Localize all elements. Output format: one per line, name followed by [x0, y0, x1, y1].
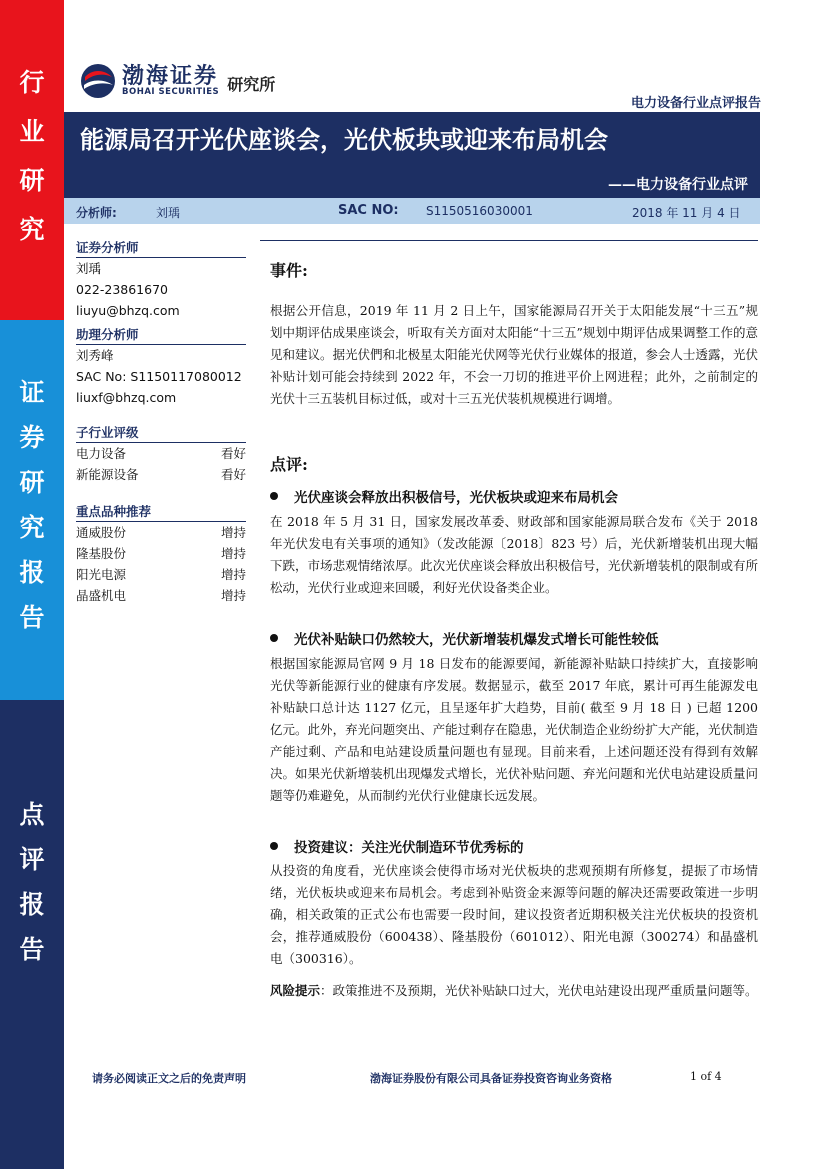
- comment-heading: 点评:: [270, 455, 308, 474]
- list-item: [76, 564, 246, 585]
- pick-rating: 增持: [220, 546, 246, 561]
- risk-warning: [270, 980, 758, 1002]
- logo-cn: 渤海证券: [122, 63, 219, 89]
- bullet-paragraph-2: 根据国家能源局官网 9 月 18 日发布的能源要闻，新能源补贴缺口持续扩大，直接影响光伏等新能源行业的健康有序发展。数据显示，截至 2017 年底，累计可再生能源发电补贴缺口总计达 1127 亿元，且呈逐年扩大趋势，目前( 截至 9 月 18 日 ) 已超 1200 亿元。此外，弃光问题突出、产能过剩存在隐患，光伏制造企业纷纷扩大产能，光伏制造产能过剩、产品和电站建设质量问题也有显现。目前来看，上述问题还没有得到有效解决。如果光伏新增装机出现爆发式增长，光伏补贴问题、弃光问题和光伏电站建设质量问题等仍难避免，从而制约光伏行业健康长远发展。: [270, 656, 758, 803]
- picks-heading: 重点品种推荐: [76, 502, 246, 522]
- analyst-phone: 022-23861670: [76, 282, 168, 297]
- sub-ratings-section: [76, 423, 246, 485]
- pick-name: 晶盛机电: [76, 588, 127, 603]
- bohai-logo-icon: [80, 63, 116, 99]
- rating-value: 看好: [220, 467, 246, 482]
- bullet-heading-3: [270, 836, 758, 856]
- bullet-icon: [270, 842, 278, 850]
- footer-qualification: 渤海证券股份有限公司具备证券投资咨询业务资格: [370, 1072, 612, 1085]
- pick-name: 阳光电源: [76, 567, 127, 582]
- picks-section: [76, 502, 246, 606]
- bullet-heading-1: [270, 486, 758, 506]
- bullet-heading-2: [270, 628, 758, 648]
- analyst-section: [76, 238, 246, 321]
- company-logo: [80, 60, 275, 102]
- risk-text: ：政策推进不及预期，光伏补贴缺口过大，光伏电站建设出现严重质量问题等。: [320, 983, 758, 998]
- sidebar-blue: [0, 320, 64, 700]
- list-item: [76, 464, 246, 485]
- analyst-name-line: 刘瑀: [76, 261, 102, 276]
- sidebar-char: 报: [19, 558, 45, 587]
- report-date: 2018 年 11 月 4 日: [632, 206, 741, 220]
- sidebar-char: 行: [19, 68, 45, 97]
- pick-rating: 增持: [220, 588, 246, 603]
- sub-ratings-heading: 子行业评级: [76, 423, 246, 443]
- bullet-icon: [270, 492, 278, 500]
- analyst-heading: 证券分析师: [76, 238, 246, 258]
- sidebar-char: 告: [19, 603, 45, 632]
- analyst-label: 分析师:: [76, 206, 117, 220]
- logo-en: BOHAI SECURITIES: [122, 87, 220, 97]
- bullet-paragraph-3: 从投资的角度看，光伏座谈会使得市场对光伏板块的悲观预期有所修复，提振了市场情绪，光伏板块或迎来布局机会。考虑到补贴资金来源等问题的解决还需要政策进一步明确，相关政策的正式公布也需要一段时间，建议投资者近期积极关注光伏板块的投资机会，推荐通威股份（600438）、隆基股份（601012）、阳光电源（300274）和晶盛机电（300316）。: [270, 863, 758, 966]
- sidebar-char: 业: [19, 117, 45, 146]
- list-item: [76, 585, 246, 606]
- assistant-sac: SAC No: S1150117080012: [76, 369, 242, 384]
- sidebar-char: 研: [19, 468, 45, 497]
- rating-value: 看好: [220, 446, 246, 461]
- page-number: 1 of 4: [690, 1070, 722, 1083]
- page-subtitle: ——电力设备行业点评: [608, 177, 748, 193]
- list-item: [76, 543, 246, 564]
- assistant-heading: 助理分析师: [76, 325, 246, 345]
- report-type: 电力设备行业点评报告: [630, 96, 761, 111]
- sidebar-char: 研: [19, 166, 45, 195]
- analyst-name: 刘瑀: [156, 206, 181, 220]
- info-bar: [64, 198, 760, 224]
- pick-rating: 增持: [220, 525, 246, 540]
- sidebar-char: 究: [19, 215, 45, 244]
- sidebar-red: [0, 0, 64, 320]
- assistant-email[interactable]: liuxf@bhzq.com: [76, 390, 177, 405]
- sidebar-navy: [0, 700, 64, 1169]
- analyst-email[interactable]: liuyu@bhzq.com: [76, 303, 180, 318]
- sidebar-char: 究: [19, 513, 45, 542]
- bullet-icon: [270, 634, 278, 642]
- rating-name: 电力设备: [76, 446, 127, 461]
- risk-label: 风险提示: [270, 983, 321, 998]
- list-item: [76, 522, 246, 543]
- title-bar: [64, 112, 760, 198]
- sidebar-char: 评: [19, 845, 45, 874]
- bullet-heading-text: 投资建议：关注光伏制造环节优秀标的: [294, 840, 524, 856]
- sac-number: S1150516030001: [426, 204, 533, 218]
- sidebar-char: 报: [19, 890, 45, 919]
- list-item: [76, 443, 246, 464]
- rating-name: 新能源设备: [76, 467, 139, 482]
- pick-name: 隆基股份: [76, 546, 127, 561]
- sidebar-char: 券: [19, 423, 45, 452]
- event-heading: 事件:: [270, 261, 308, 280]
- divider: [260, 240, 758, 241]
- assistant-section: [76, 325, 246, 408]
- bullet-heading-text: 光伏座谈会释放出积极信号，光伏板块或迎来布局机会: [294, 490, 618, 506]
- logo-institute: 研究所: [227, 74, 276, 94]
- bullet-heading-text: 光伏补贴缺口仍然较大，光伏新增装机爆发式增长可能性较低: [294, 632, 659, 648]
- sidebar-char: 点: [19, 800, 45, 829]
- assistant-name: 刘秀峰: [76, 348, 114, 363]
- sidebar-char: 告: [19, 935, 45, 964]
- sac-label: SAC NO:: [338, 203, 399, 218]
- pick-rating: 增持: [220, 567, 246, 582]
- page-title: 能源局召开光伏座谈会，光伏板块或迎来布局机会: [80, 125, 608, 154]
- bullet-paragraph-1: 在 2018 年 5 月 31 日，国家发展改革委、财政部和国家能源局联合发布《关于 2018 年光伏发电有关事项的通知》（发改能源〔2018〕823 号）后，光伏新增装机出现大幅下跌，市场悲观情绪浓厚。此次光伏座谈会释放出积极信号，光伏新增装机的限制或有所松动，光伏行业或迎来回暖，利好光伏设备类企业。: [270, 514, 758, 595]
- footer-disclaimer[interactable]: 请务必阅读正文之后的免责声明: [92, 1072, 246, 1085]
- pick-name: 通威股份: [76, 525, 127, 540]
- sidebar-char: 证: [19, 378, 45, 407]
- event-paragraph: 根据公开信息，2019 年 11 月 2 日上午，国家能源局召开关于太阳能发展“十三五”规划中期评估成果座谈会，听取有关方面对太阳能“十三五”规划中期评估成果调整工作的意见和建议。据光伏們和北极星太阳能光伏网等光伏行业媒体的报道，参会人士透露，光伏补贴计划可能会持续到 2022 年，不会一刀切的推进平价上网进程；此外，之前制定的光伏十三五装机目标过低，或对十三五光伏装机规模进行调增。: [270, 303, 758, 406]
